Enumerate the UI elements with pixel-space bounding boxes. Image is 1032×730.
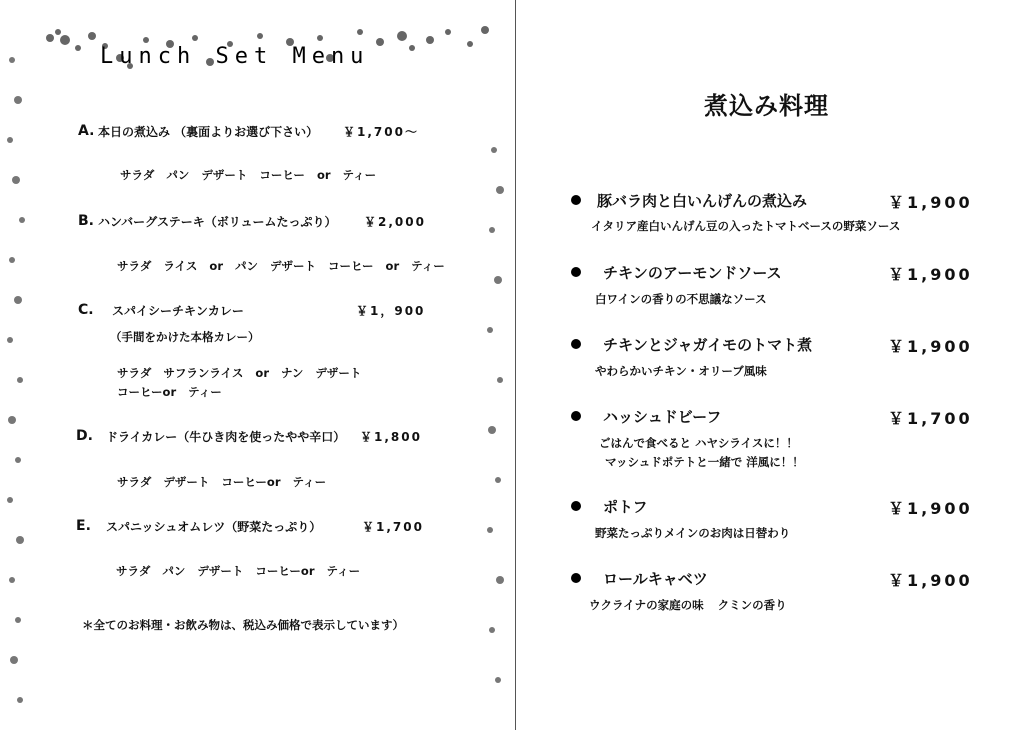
dish-desc: やわらかいチキン・オリーブ風味	[595, 364, 767, 378]
dish-name: 豚バラ肉と白いんげんの煮込み	[597, 192, 808, 210]
item-price: ￥1,800	[360, 430, 422, 444]
item-letter: A.	[78, 123, 95, 139]
item-sides: サラダ パン デザート コーヒーor ティー	[116, 564, 361, 578]
item-note: （手間をかけた本格カレー）	[110, 330, 260, 344]
item-price: ￥2,000	[364, 215, 426, 229]
floral-border-right	[478, 130, 512, 700]
page-divider	[515, 0, 516, 730]
item-sides-2: コーヒーor ティー	[117, 385, 222, 399]
nikomi-menu-page	[519, 0, 1032, 730]
bullet-icon	[571, 411, 581, 421]
dish-price: ￥1,900	[888, 571, 973, 590]
nikomi-title: 煮込み料理	[704, 92, 829, 120]
bullet-icon	[571, 267, 581, 277]
dish-desc: ごはんで食べると ハヤシライスに！！	[599, 436, 798, 450]
item-sides: サラダ ライス or パン デザート コーヒー or ティー	[117, 259, 445, 273]
dish-name: ハッシュドビーフ	[603, 408, 722, 426]
item-sides: サラダ パン デザート コーヒー or ティー	[120, 168, 377, 182]
item-name: スパイシーチキンカレー	[112, 304, 244, 318]
dish-price: ￥1,700	[888, 409, 973, 428]
item-name: ハンバーグステーキ（ボリュームたっぷり）	[98, 215, 337, 229]
dish-name: ポトフ	[603, 498, 648, 516]
dish-price: ￥1,900	[888, 337, 973, 356]
dish-name: チキンとジャガイモのトマト煮	[603, 336, 813, 354]
item-price: ￥1,700～	[343, 125, 419, 139]
item-price: ￥1,700	[362, 520, 424, 534]
item-letter: D.	[76, 428, 93, 444]
lunch-menu-page	[0, 0, 515, 730]
item-name: スパニッシュオムレツ（野菜たっぷり）	[106, 520, 322, 534]
dish-desc: 野菜たっぷりメインのお肉は日替わり	[595, 526, 791, 540]
item-name: ドライカレー（牛ひき肉を使ったやや辛口）	[106, 430, 346, 444]
dish-price: ￥1,900	[888, 265, 973, 284]
bullet-icon	[571, 339, 581, 349]
bullet-icon	[571, 573, 581, 583]
lunch-menu-title: Lunch Set Menu	[100, 44, 370, 69]
item-letter: C.	[78, 302, 94, 318]
dish-name: チキンのアーモンドソース	[603, 264, 782, 282]
dish-desc: イタリア産白いんげん豆の入ったトマトベースの野菜ソース	[591, 219, 901, 233]
tax-footnote: ＊全てのお料理・お飲み物は、税込み価格で表示しています）	[82, 618, 404, 632]
dish-desc: 白ワインの香りの不思議なソース	[595, 292, 767, 306]
dish-desc-2: マッシュドポテトと一緒で 洋風に！！	[605, 455, 804, 469]
item-name: 本日の煮込み （裏面よりお選び下さい）	[98, 125, 319, 139]
item-letter: E.	[76, 518, 91, 534]
bullet-icon	[571, 195, 581, 205]
item-price: ￥1，900	[356, 304, 426, 318]
dish-price: ￥1,900	[888, 499, 973, 518]
dish-price: ￥1,900	[888, 193, 973, 212]
item-sides: サラダ サフランライス or ナン デザート	[117, 366, 362, 380]
floral-border-left	[2, 40, 36, 720]
item-sides: サラダ デザート コーヒーor ティー	[117, 475, 327, 489]
item-letter: B.	[78, 213, 94, 229]
dish-desc: ウクライナの家庭の味 クミンの香り	[589, 598, 787, 612]
dish-name: ロールキャベツ	[603, 570, 708, 588]
bullet-icon	[571, 501, 581, 511]
